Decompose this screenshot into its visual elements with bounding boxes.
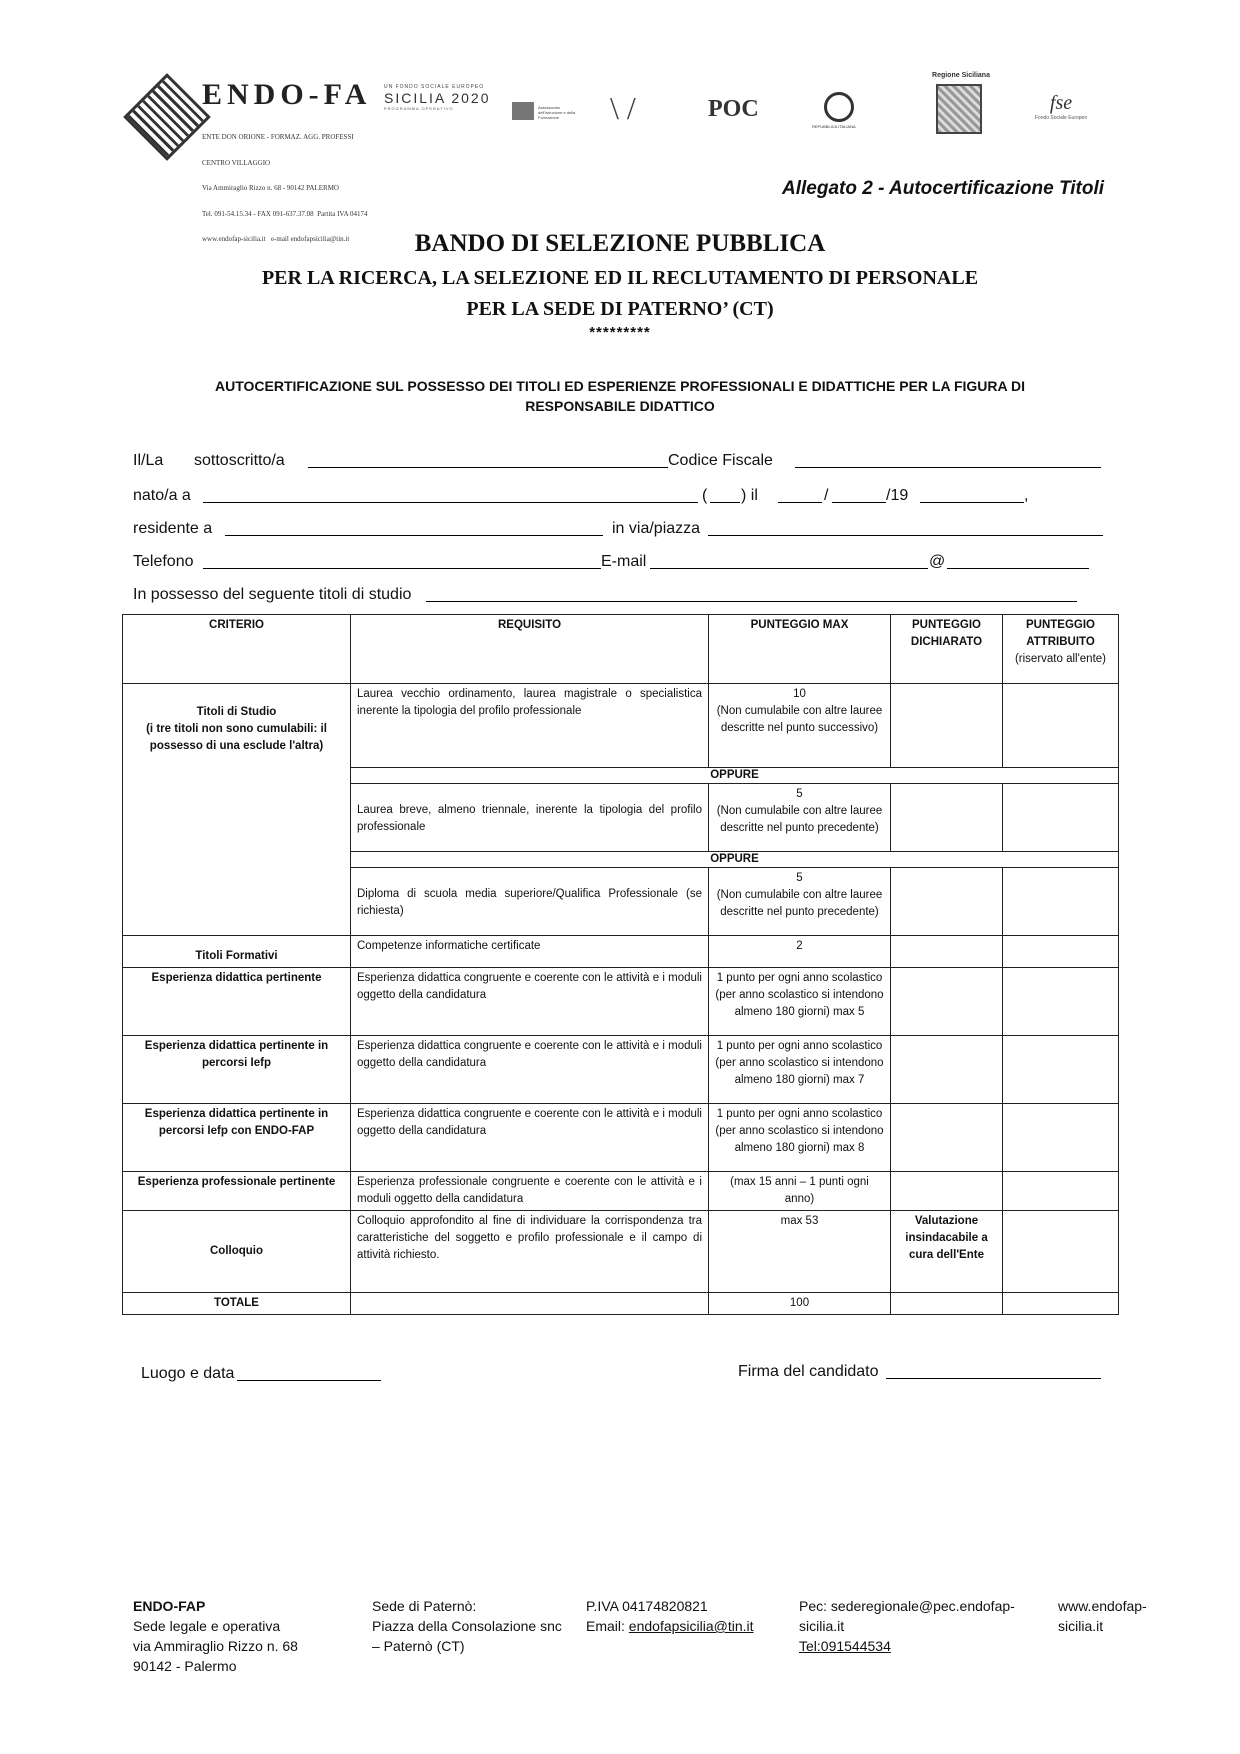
repubblica-logo	[812, 92, 862, 132]
attribuito-cell	[1003, 784, 1119, 852]
table-row	[123, 1036, 1119, 1104]
crit-colloquio: Colloquio	[123, 1211, 351, 1293]
regione-label: Regione Siciliana	[932, 72, 990, 79]
footer-sede-paterno	[372, 1596, 562, 1656]
req-esp-professionale: Esperienza professionale congruente e coerente con le attività e i moduli oggetto della candidatura	[351, 1172, 709, 1211]
attribuito-cell	[1003, 1293, 1119, 1315]
totale-row	[123, 1293, 1119, 1315]
residente-label: residente a	[133, 520, 213, 537]
birth-month-field[interactable]	[832, 502, 886, 503]
footer-pec-line: sicilia.it	[799, 1618, 845, 1634]
titoli-field[interactable]	[426, 601, 1077, 602]
allegato-label: Allegato 2 - Autocertificazione Titoli	[782, 178, 1104, 199]
endo-diamond-icon	[123, 73, 211, 161]
pts-totale: 100	[709, 1293, 891, 1315]
req-diploma-text: Diploma di scuola media superiore/Qualifica Professionale (se richiesta)	[357, 888, 702, 917]
dichiarato-cell[interactable]	[891, 1172, 1003, 1211]
pts-esp-iefp-endofap: 1 punto per ogni anno scolastico (per anno scolastico si intendono almeno 180 giorni) max 8	[709, 1104, 891, 1172]
sicilia-2020-logo	[384, 84, 500, 114]
luogo-data-field[interactable]	[237, 1380, 381, 1381]
table-row	[123, 684, 1119, 768]
pts-breve-note: (Non cumulabile con altre lauree descritte nel punto precedente)	[716, 805, 883, 834]
crit-titoli-studio	[123, 684, 351, 936]
dichiarato-cell[interactable]	[891, 1104, 1003, 1172]
pts-laurea-note: (Non cumulabile con altre lauree descritte nel punto successivo)	[716, 705, 883, 734]
footer-line: – Paternò (CT)	[372, 1638, 465, 1654]
assessorato-text: Assessorato dell'Istruzione e della Formazione	[538, 105, 576, 120]
date-slash-1: /	[824, 487, 829, 504]
footer-email-label: Email:	[586, 1618, 629, 1634]
pts-diploma-note: (Non cumulabile con altre lauree descritte nel punto precedente)	[716, 889, 883, 918]
header-attribuito-note: (riservato all'ente)	[1014, 653, 1107, 665]
dichiarato-cell[interactable]	[891, 1036, 1003, 1104]
date-slash-2: /19	[886, 487, 909, 504]
pts-laurea-value: 10	[793, 688, 806, 700]
crit-totale: TOTALE	[123, 1293, 351, 1315]
req-diploma	[351, 868, 709, 936]
street-field[interactable]	[708, 535, 1103, 536]
footer-piva-email	[586, 1596, 754, 1636]
footer-line: Sede legale e operativa	[133, 1618, 281, 1634]
attribuito-cell	[1003, 1211, 1119, 1293]
via-label: in via/piazza	[612, 520, 701, 537]
pts-competenze: 2	[709, 936, 891, 968]
pts-esp-professionale: (max 15 anni – 1 punti ogni anno)	[709, 1172, 891, 1211]
province-field[interactable]	[710, 502, 740, 503]
pts-colloquio: max 53	[709, 1211, 891, 1293]
footer-sede-legale	[133, 1596, 298, 1676]
prov-close-il: ) il	[741, 487, 758, 504]
endo-line: Tel. 091-54.15.34 - FAX 091-637.37.08 Partita IVA 04174	[202, 209, 368, 218]
dichiarato-cell[interactable]	[891, 968, 1003, 1036]
endo-line: ENTE DON ORIONE - FORMAZ. AGG. PROFESSI	[202, 133, 354, 141]
footer-tel-link[interactable]: Tel:091544534	[799, 1638, 891, 1654]
firma-field[interactable]	[886, 1378, 1101, 1379]
req-laurea-breve	[351, 784, 709, 852]
endo-line: CENTRO VILLAGGIO	[202, 158, 271, 167]
title-separator: *********	[589, 324, 651, 341]
regione-shield-icon	[936, 84, 982, 134]
endo-logo-name: ENDO-FA	[202, 78, 372, 111]
il-la-label: Il/La	[133, 452, 164, 469]
telefono-field[interactable]	[203, 568, 601, 569]
req-totale	[351, 1293, 709, 1315]
endo-line: www.endofap-sicilia.it e-mail endofapsicilia@tin.it	[202, 235, 350, 243]
header-attribuito-text: PUNTEGGIO ATTRIBUITO	[1025, 619, 1095, 648]
req-laurea: Laurea vecchio ordinamento, laurea magistrale o specialistica inerente la tipologia del profilo professionale	[351, 684, 709, 768]
titoli-label: In possesso del seguente titoli di studio	[133, 586, 412, 603]
assessorato-bar-icon	[512, 102, 534, 120]
dichiarato-cell[interactable]	[891, 936, 1003, 968]
header-punteggio-dichiarato: PUNTEGGIO DICHIARATO	[891, 615, 1003, 684]
req-esp-didattica: Esperienza didattica congruente e coerente con le attività e i moduli oggetto della candidatura	[351, 968, 709, 1036]
titoli-studio-label: Titoli di Studio	[196, 706, 277, 718]
prov-open: (	[702, 487, 708, 504]
crit-titoli-formativi: Titoli Formativi	[123, 936, 351, 968]
attribuito-cell	[1003, 1104, 1119, 1172]
crit-esp-didattica: Esperienza didattica pertinente	[123, 968, 351, 1036]
date-comma: ,	[1024, 487, 1029, 504]
page-subtitle-1: PER LA RICERCA, LA SELEZIONE ED IL RECLUTAMENTO DI PERSONALE	[261, 267, 979, 289]
req-esp-iefp-endofap: Esperienza didattica congruente e coerente con le attività e i moduli oggetto della candidatura	[351, 1104, 709, 1172]
footer-org-name: ENDO-FAP	[133, 1598, 206, 1614]
regione-siciliana-logo	[916, 72, 1006, 148]
pts-diploma	[709, 868, 891, 936]
birth-year-field[interactable]	[920, 502, 1024, 503]
pts-esp-didattica: 1 punto per ogni anno scolastico (per anno scolastico si intendono almeno 180 giorni) max 5	[709, 968, 891, 1036]
table-row	[123, 1172, 1119, 1211]
sottoscritto-label: sottoscritto/a	[194, 452, 285, 469]
repubblica-emblem-icon	[824, 92, 854, 122]
attribuito-cell	[1003, 1036, 1119, 1104]
ml-logo-icon: \ /	[610, 90, 636, 126]
table-header-row	[123, 615, 1119, 684]
footer-piva: P.IVA 04174820821	[586, 1598, 708, 1614]
footer-pec	[799, 1596, 1015, 1656]
birthplace-field[interactable]	[203, 502, 698, 503]
crit-esp-professionale: Esperienza professionale pertinente	[123, 1172, 351, 1211]
email-domain-field[interactable]	[947, 568, 1089, 569]
sicilia-name: SICILIA 2020	[384, 90, 491, 106]
footer-line: via Ammiraglio Rizzo n. 68	[133, 1638, 298, 1654]
luogo-data-label: Luogo e data	[141, 1365, 235, 1382]
titoli-studio-note: (i tre titoli non sono cumulabili: il possesso di una esclude l'altra)	[146, 723, 327, 752]
oppure-separator: OPPURE	[351, 768, 1119, 784]
req-laurea-breve-text: Laurea breve, almeno triennale, inerente la tipologia del profilo professionale	[357, 804, 702, 833]
footer-email-link[interactable]: endofapsicilia@tin.it	[628, 1618, 754, 1634]
dichiarato-cell[interactable]	[891, 1293, 1003, 1315]
pts-laurea-breve	[709, 784, 891, 852]
sicilia-top-text: UN FONDO SOCIALE EUROPEO	[384, 84, 485, 90]
residence-city-field[interactable]	[225, 535, 603, 536]
dichiarato-cell[interactable]	[891, 784, 1003, 852]
dichiarato-colloquio: Valutazione insindacabile a cura dell'Ente	[891, 1211, 1003, 1293]
pts-esp-iefp: 1 punto per ogni anno scolastico (per anno scolastico si intendono almeno 180 giorni) max 7	[709, 1036, 891, 1104]
codice-fiscale-field[interactable]	[795, 467, 1101, 468]
endo-fap-logo	[132, 78, 382, 243]
firma-label: Firma del candidato	[738, 1363, 879, 1380]
fse-sub-text: Fondo Sociale Europeo	[1034, 115, 1088, 121]
footer-line: Sede di Paternò:	[372, 1598, 477, 1614]
header-criterio: CRITERIO	[123, 615, 351, 684]
table-row	[123, 1104, 1119, 1172]
email-at: @	[929, 553, 946, 570]
fse-logo	[1018, 92, 1104, 126]
attribuito-cell	[1003, 684, 1119, 768]
footer-pec-line: Pec: sederegionale@pec.endofap-	[799, 1598, 1015, 1614]
footer-website-line: www.endofap-	[1058, 1598, 1147, 1614]
dichiarato-cell[interactable]	[891, 684, 1003, 768]
telefono-label: Telefono	[133, 553, 194, 570]
footer-website-line: sicilia.it	[1058, 1618, 1104, 1634]
autocert-heading: AUTOCERTIFICAZIONE SUL POSSESSO DEI TITOLI ED ESPERIENZE PROFESSIONALI E DIDATTICHE PER LA FIGURA DI RESPONSABILE DIDATTICO	[214, 378, 1025, 414]
table-row	[123, 968, 1119, 1036]
req-colloquio: Colloquio approfondito al fine di individuare la corrispondenza tra caratteristiche del soggetto e profilo professionale e il campo di attività richiesto.	[351, 1211, 709, 1293]
criteria-table	[122, 614, 1119, 1315]
sicilia-sub-text: PROGRAMMA OPERATIVO	[384, 106, 454, 111]
page-title: BANDO DI SELEZIONE PUBBLICA	[414, 230, 826, 257]
header-punteggio-attribuito	[1003, 615, 1119, 684]
table-row	[123, 1211, 1119, 1293]
header-punteggio-max: PUNTEGGIO MAX	[709, 615, 891, 684]
crit-esp-iefp-endofap: Esperienza didattica pertinente in percorsi Iefp con ENDO-FAP	[123, 1104, 351, 1172]
assessorato-logo	[512, 102, 584, 120]
poc-logo: POC	[708, 96, 759, 122]
birth-day-field[interactable]	[778, 502, 822, 503]
page-subtitle-2: PER LA SEDE DI PATERNO’ (CT)	[466, 298, 774, 320]
attribuito-cell	[1003, 868, 1119, 936]
pts-breve-value: 5	[796, 788, 803, 800]
fse-mark: fse	[1049, 92, 1073, 114]
pts-laurea	[709, 684, 891, 768]
email-user-field[interactable]	[650, 568, 928, 569]
dichiarato-cell[interactable]	[891, 868, 1003, 936]
header-requisito: REQUISITO	[351, 615, 709, 684]
crit-esp-iefp: Esperienza didattica pertinente in percorsi Iefp	[123, 1036, 351, 1104]
nato-label: nato/a a	[133, 487, 191, 504]
footer-email-line	[586, 1616, 754, 1636]
req-competenze: Competenze informatiche certificate	[351, 936, 709, 968]
attribuito-cell	[1003, 1172, 1119, 1211]
attribuito-cell	[1003, 936, 1119, 968]
endo-line: Via Ammiraglio Rizzo n. 68 - 90142 PALERMO	[202, 184, 339, 192]
footer-website[interactable]	[1058, 1596, 1147, 1636]
oppure-separator: OPPURE	[351, 852, 1119, 868]
codice-fiscale-label: Codice Fiscale	[668, 452, 773, 469]
footer-line: Piazza della Consolazione snc	[372, 1618, 562, 1634]
name-field[interactable]	[308, 467, 668, 468]
email-label: E-mail	[601, 553, 647, 570]
repubblica-text: REPUBBLICA ITALIANA	[812, 124, 856, 129]
pts-diploma-value: 5	[796, 872, 803, 884]
attribuito-cell	[1003, 968, 1119, 1036]
footer-line: 90142 - Palermo	[133, 1658, 237, 1674]
req-esp-iefp: Esperienza didattica congruente e coerente con le attività e i moduli oggetto della candidatura	[351, 1036, 709, 1104]
table-row	[123, 936, 1119, 968]
